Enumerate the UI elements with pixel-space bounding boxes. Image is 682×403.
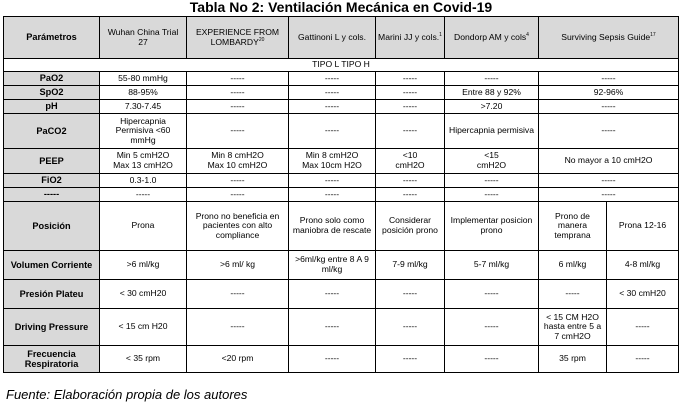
cell: ----- [289, 86, 376, 100]
table-row-fio2 [4, 174, 679, 188]
header-dondorp-text: Dondorp AM y cols [454, 31, 527, 42]
cell: ----- [376, 114, 445, 149]
param-ph: pH [4, 100, 100, 114]
param-paco2: PaCO2 [4, 114, 100, 149]
cell: ----- [289, 174, 376, 188]
cell: ----- [445, 174, 539, 188]
cell: ----- [289, 346, 376, 373]
table-row-plateau [4, 280, 679, 309]
cell: 88-95% [100, 86, 187, 100]
header-dondorp-ref: 4 [526, 31, 529, 38]
param-spo2: SpO2 [4, 86, 100, 100]
cell: ----- [445, 280, 539, 309]
param-posicion: Posición [4, 202, 100, 251]
cell: >6ml/kg entre 8 A 9 ml/kg [289, 251, 376, 280]
cell: ----- [289, 309, 376, 346]
cell: Prona 12-16 [607, 202, 679, 251]
table-row-peep [4, 149, 679, 174]
table-row-volumen [4, 251, 679, 280]
cell: ----- [539, 100, 679, 114]
table-row-driving [4, 309, 679, 346]
cell: 92-96% [539, 86, 679, 100]
cell: ----- [445, 72, 539, 86]
cell-line: Max 13 cmH2O [113, 160, 173, 170]
header-wuhan: Wuhan China Trial 27 [100, 17, 187, 59]
table-row-ph [4, 100, 679, 114]
cell: ----- [539, 188, 679, 202]
header-surviving-sepsis-text: Surviving Sepsis Guide [561, 31, 651, 42]
cell: Prono solo como maniobra de rescate [289, 202, 376, 251]
cell: ----- [539, 174, 679, 188]
cell: ----- [445, 188, 539, 202]
cell: 6 ml/kg [539, 251, 607, 280]
cell: Prona [100, 202, 187, 251]
cell: Prono de manera temprana [539, 202, 607, 251]
table-row-spo2 [4, 86, 679, 100]
cell: 5-7 ml/kg [445, 251, 539, 280]
cell-line: Min 5 cmH2O [116, 150, 170, 161]
cell: < 35 rpm [100, 346, 187, 373]
header-dondorp [445, 17, 539, 59]
header-parametros: Parámetros [4, 17, 100, 59]
cell-line: Min 8 cmH2O [211, 150, 264, 161]
cell-line: Min 8 cmH2O [305, 150, 359, 161]
cell: ----- [445, 309, 539, 346]
header-gattinoni: Gattinoni L y cols. [289, 17, 376, 59]
cell [289, 149, 376, 174]
cell: ----- [289, 114, 376, 149]
table-row-posicion [4, 202, 679, 251]
cell: ----- [376, 100, 445, 114]
cell [187, 149, 289, 174]
param-plateau: Presión Plateu [4, 280, 100, 309]
cell-line: Max 10 cmH2O [207, 160, 268, 170]
cell: Implementar posicion prono [445, 202, 539, 251]
tipo-label: TIPO L TIPO H [4, 59, 679, 72]
cell-line: cmH2O [476, 160, 507, 170]
cell-line: <10 [402, 150, 418, 161]
cell: ----- [187, 174, 289, 188]
cell: No mayor a 10 cmH2O [539, 149, 679, 174]
cell: Entre 88 y 92% [445, 86, 539, 100]
cell: Considerar posición prono [376, 202, 445, 251]
cell: ----- [376, 86, 445, 100]
cell: 35 rpm [539, 346, 607, 373]
cell: >6 ml/ kg [187, 251, 289, 280]
tipo-row [4, 59, 679, 72]
cell [100, 149, 187, 174]
cell [376, 149, 445, 174]
source-footnote: Fuente: Elaboración propia de los autores [6, 387, 248, 402]
table-row-frecuencia [4, 346, 679, 373]
cell: ----- [539, 280, 607, 309]
table-row-pao2 [4, 72, 679, 86]
cell-line: Max 10cm H2O [302, 160, 362, 170]
cell: ----- [376, 280, 445, 309]
cell: ----- [187, 86, 289, 100]
cell: Hipercapnia Permisiva <60 mmHg [100, 114, 187, 149]
header-lombardy-text: EXPERIENCE FROM LOMBARDY [195, 26, 280, 47]
table-title: Tabla No 2: Ventilación Mecánica en Covid-19 [189, 0, 493, 15]
cell: ----- [187, 188, 289, 202]
cell: < 30 cmH20 [607, 280, 679, 309]
cell: ----- [289, 188, 376, 202]
cell: < 15 cm H20 [100, 309, 187, 346]
cell: ----- [289, 280, 376, 309]
cell: ----- [187, 72, 289, 86]
cell: ----- [376, 174, 445, 188]
header-row [4, 17, 679, 59]
cell: < 15 CM H2O hasta entre 5 a 7 cmH2O [539, 309, 607, 346]
cell: ----- [376, 346, 445, 373]
cell: Prono no beneficia en pacientes con alto compliance [187, 202, 289, 251]
param-fio2: FiO2 [4, 174, 100, 188]
cell: < 30 cmH20 [100, 280, 187, 309]
cell: ----- [376, 309, 445, 346]
cell: ----- [539, 114, 679, 149]
param-volumen: Volumen Corriente [4, 251, 100, 280]
cell: ----- [376, 188, 445, 202]
cell: ----- [607, 309, 679, 346]
cell: ----- [100, 188, 187, 202]
header-lombardy-ref: 20 [258, 36, 265, 43]
cell: ----- [445, 346, 539, 373]
header-lombardy [187, 17, 289, 59]
cell [445, 149, 539, 174]
table-row-blank [4, 188, 679, 202]
cell: >6 ml/kg [100, 251, 187, 280]
ventilation-table [3, 16, 679, 373]
cell: ----- [376, 72, 445, 86]
cell: 55-80 mmHg [100, 72, 187, 86]
cell-line: <15 [484, 150, 499, 161]
cell: 0.3-1.0 [100, 174, 187, 188]
cell: ----- [187, 309, 289, 346]
cell: Hipercapnia permisiva [445, 114, 539, 149]
cell: 7-9 ml/kg [376, 251, 445, 280]
cell: ----- [187, 114, 289, 149]
cell: ----- [607, 346, 679, 373]
param-peep: PEEP [4, 149, 100, 174]
cell: ----- [539, 72, 679, 86]
cell: <20 rpm [187, 346, 289, 373]
cell: ----- [289, 72, 376, 86]
header-marini [376, 17, 445, 59]
cell-line: cmH2O [395, 160, 425, 170]
cell: ----- [187, 100, 289, 114]
param-driving: Driving Pressure [4, 309, 100, 346]
cell: ----- [289, 100, 376, 114]
cell: 4-8 ml/kg [607, 251, 679, 280]
param-blank: ----- [4, 188, 100, 202]
param-pao2: PaO2 [4, 72, 100, 86]
table-row-paco2 [4, 114, 679, 149]
param-frecuencia: Frecuencia Respiratoria [4, 346, 100, 373]
cell: >7.20 [445, 100, 539, 114]
header-surviving-sepsis [539, 17, 679, 59]
cell: 7.30-7.45 [100, 100, 187, 114]
header-marini-text: Marini JJ y cols. [378, 31, 440, 42]
header-marini-ref: 1 [439, 31, 442, 38]
header-surviving-sepsis-ref: 17 [650, 31, 656, 38]
cell: ----- [187, 280, 289, 309]
